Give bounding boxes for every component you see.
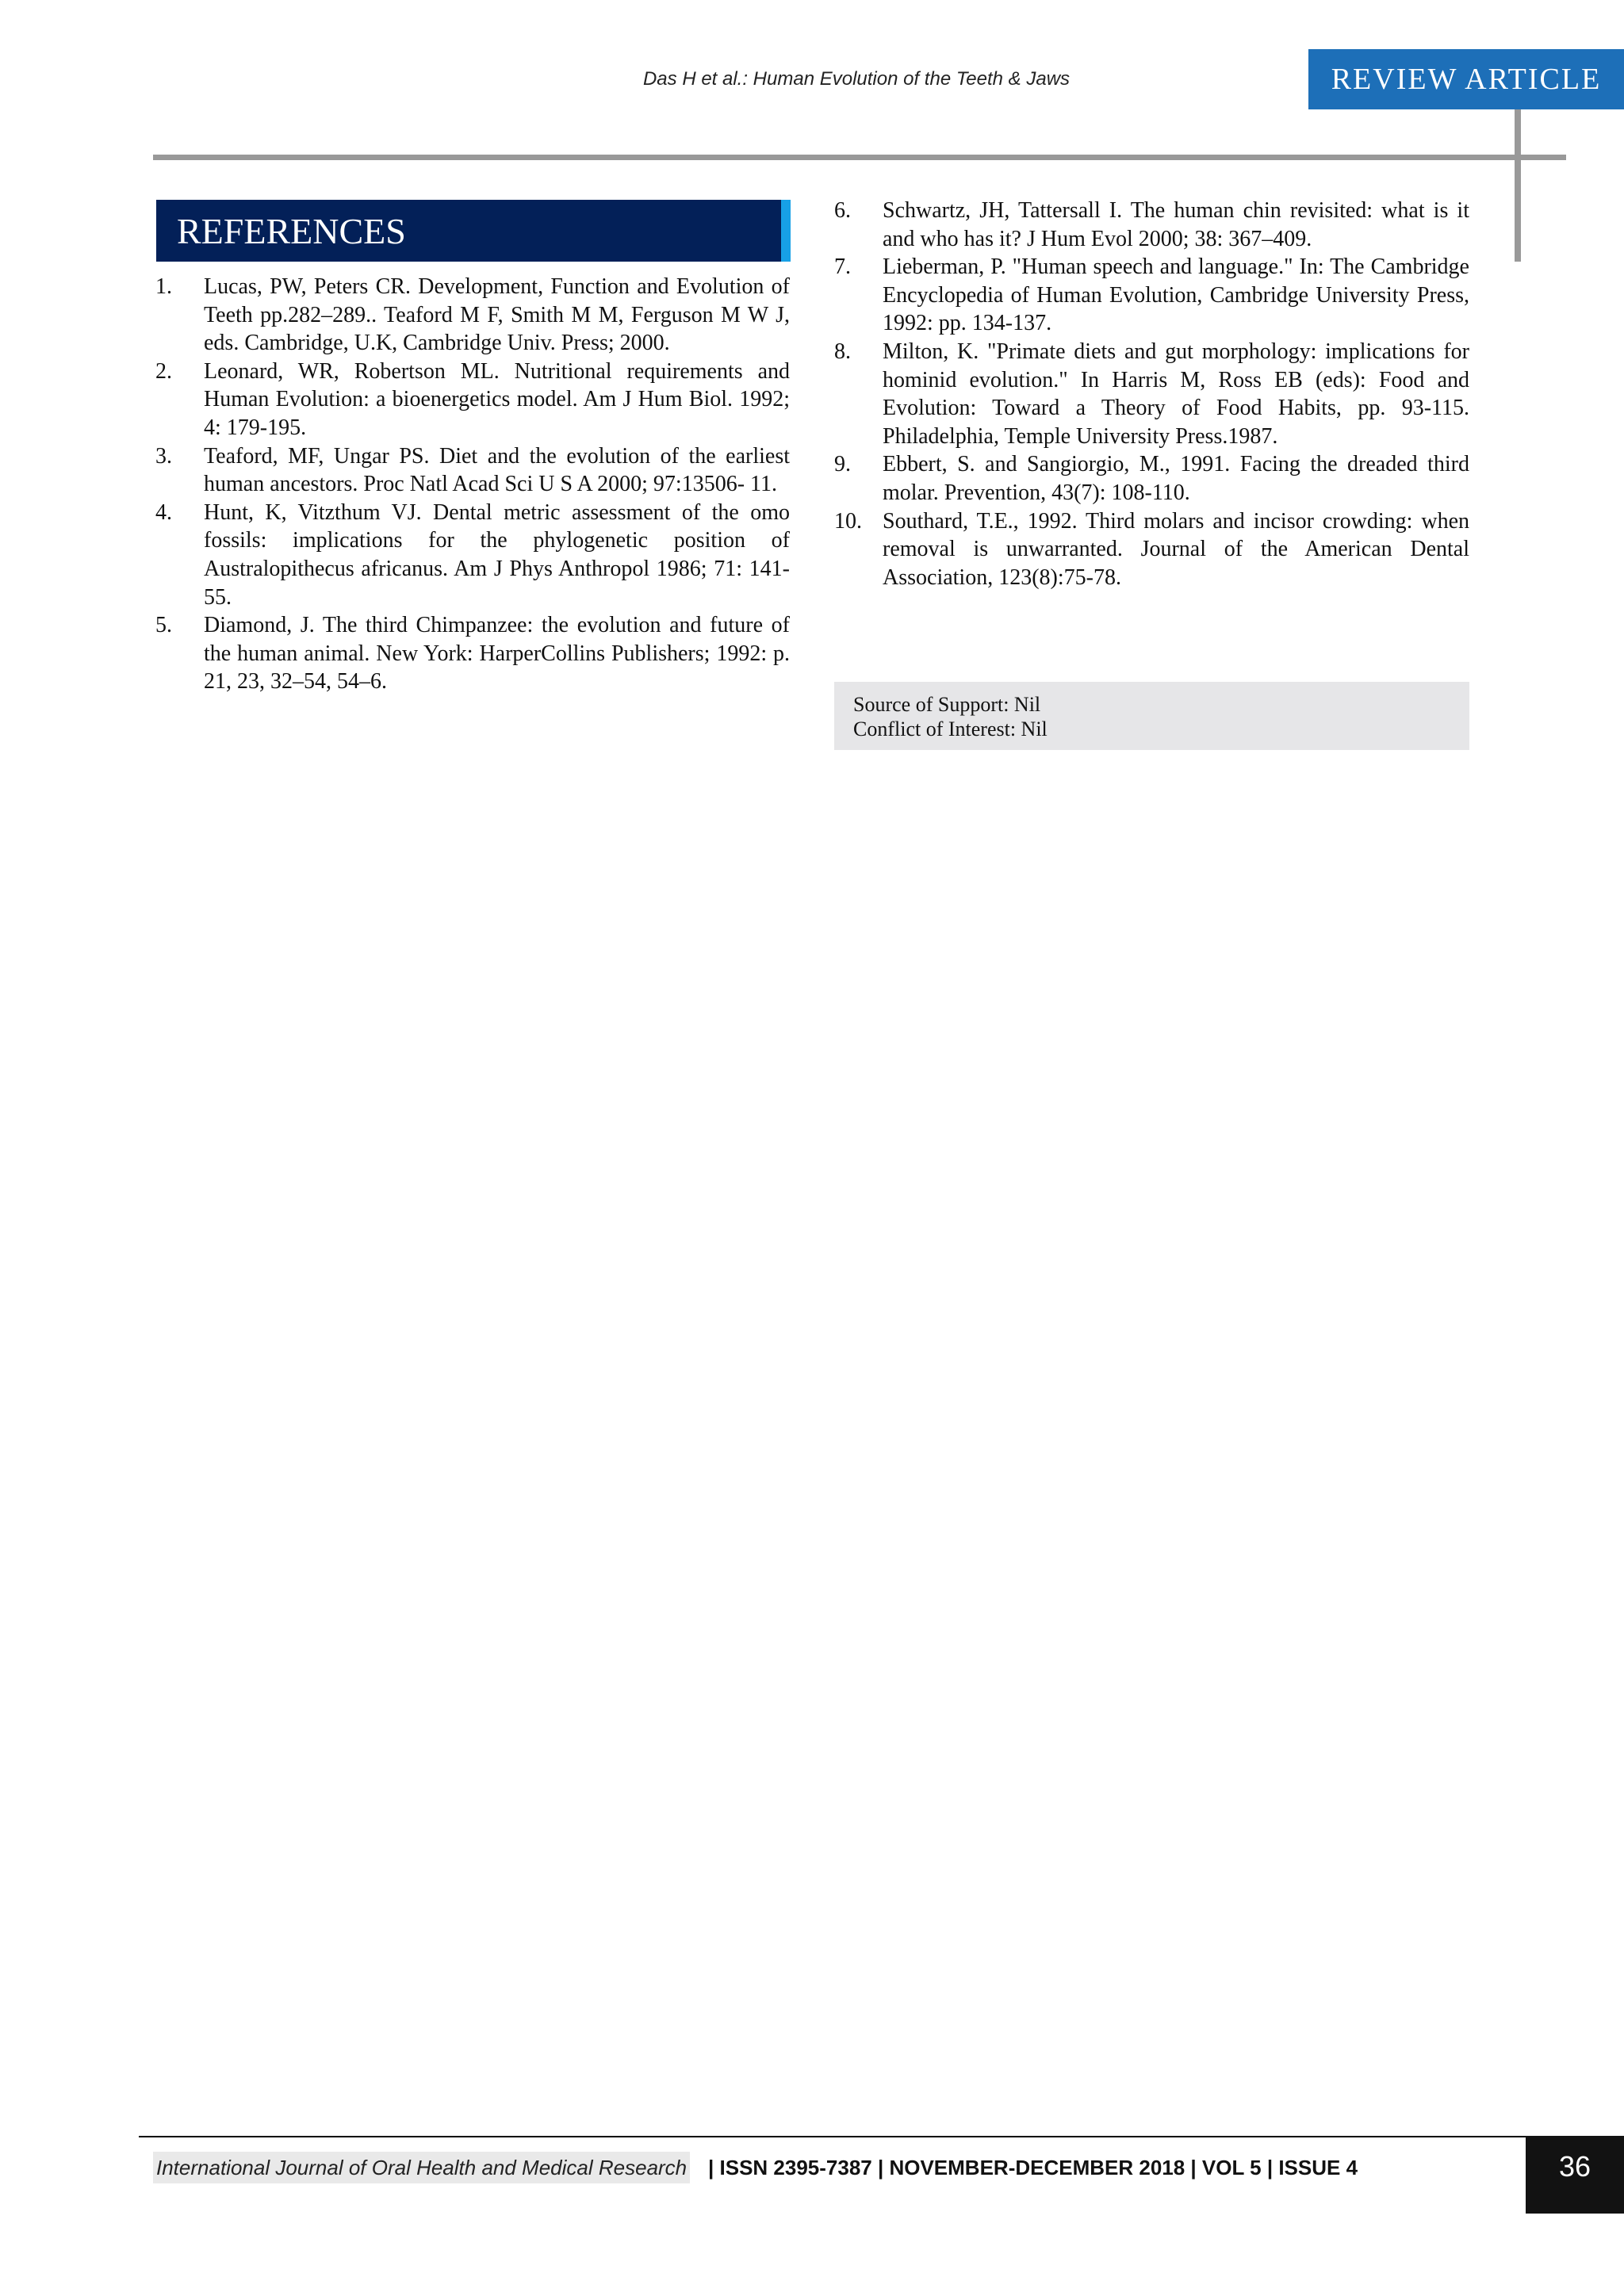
references-heading-text: REFERENCES [177, 210, 406, 251]
reference-number: 2. [155, 358, 172, 384]
reference-item [155, 611, 790, 696]
reference-number: 4. [155, 499, 172, 525]
support-declaration-box [834, 682, 1469, 750]
reference-text: Teaford, MF, Ungar PS. Diet and the evolution of the earliest human ancestors. Proc Natl Acad Sci U S A 2000; 97:13506- 11. [204, 443, 790, 497]
reference-text: Milton, K. "Primate diets and gut morphology: implications for hominid evolution." In Harris M, Ross EB (eds): Food and Evolution: Toward a Theory of Food Habits, pp. 93-115. Philadelphia, Temple University Press.1987. [883, 339, 1469, 449]
reference-number: 7. [834, 254, 851, 280]
reference-text: Lieberman, P. "Human speech and language." In: The Cambridge Encyclopedia of Human Evolution, Cambridge University Press, 1992: pp. 134-137. [883, 254, 1469, 336]
reference-item [834, 450, 1469, 507]
reference-item [155, 499, 790, 611]
article-type-badge: REVIEW ARTICLE [1308, 49, 1624, 109]
references-column-left [155, 273, 790, 696]
reference-number: 8. [834, 339, 851, 364]
reference-text: Southard, T.E., 1992. Third molars and incisor crowding: when removal is unwarranted. Journal of the American Dental Association, 123(8):75-78. [883, 508, 1469, 590]
reference-text: Diamond, J. The third Chimpanzee: the evolution and future of the human animal. New York: HarperCollins Publishers; 1992: p. 21, 23, 32–54, 54–6. [204, 613, 790, 695]
footer-rule [139, 2136, 1530, 2137]
header-rule [153, 155, 1566, 160]
reference-number: 6. [834, 198, 851, 223]
header-rule-vertical [1515, 109, 1521, 262]
reference-item [834, 507, 1469, 592]
reference-number: 9. [834, 452, 851, 477]
reference-item [834, 253, 1469, 338]
reference-item [155, 358, 790, 442]
reference-item [155, 273, 790, 358]
reference-text: Lucas, PW, Peters CR. Development, Function and Evolution of Teeth pp.282–289.. Teaford M F, Smith M M, Ferguson M W J, eds. Cambridge, U.K, Cambridge Univ. Press; 2000. [204, 274, 790, 356]
reference-text: Schwartz, JH, Tattersall I. The human chin revisited: what is it and who has it? J Hum Evol 2000; 38: 367–409. [883, 198, 1469, 251]
reference-number: 10. [834, 508, 862, 534]
footer-journal-name: International Journal of Oral Health and Medical Research [153, 2152, 690, 2183]
running-head: Das H et al.: Human Evolution of the Teeth & Jaws [642, 68, 1071, 90]
references-column-right [834, 197, 1469, 591]
reference-text: Ebbert, S. and Sangiorgio, M., 1991. Facing the dreaded third molar. Prevention, 43(7): 108-110. [883, 452, 1469, 505]
heading-accent-bar [781, 200, 791, 262]
reference-number: 1. [155, 274, 172, 299]
reference-text: Hunt, K, Vitzthum VJ. Dental metric assessment of the omo fossils: implications for the phylogenetic position of Australopithecus africanus. Am J Phys Anthropol 1986; 71: 141-55. [204, 499, 790, 610]
footer-issn-info: | ISSN 2395-7387 | NOVEMBER-DECEMBER 2018 | VOL 5 | ISSUE 4 [708, 2155, 1358, 2179]
reference-item [834, 338, 1469, 450]
page-number: 36 [1526, 2136, 1624, 2214]
reference-item [155, 442, 790, 499]
reference-number: 5. [155, 613, 172, 638]
conflict-of-interest: Conflict of Interest: Nil [853, 718, 1048, 740]
references-heading [156, 200, 791, 262]
reference-text: Leonard, WR, Robertson ML. Nutritional requirements and Human Evolution: a bioenergetics model. Am J Hum Biol. 1992; 4: 179-195. [204, 358, 790, 440]
reference-item [834, 197, 1469, 253]
source-of-support: Source of Support: Nil [853, 693, 1041, 716]
reference-number: 3. [155, 443, 172, 469]
